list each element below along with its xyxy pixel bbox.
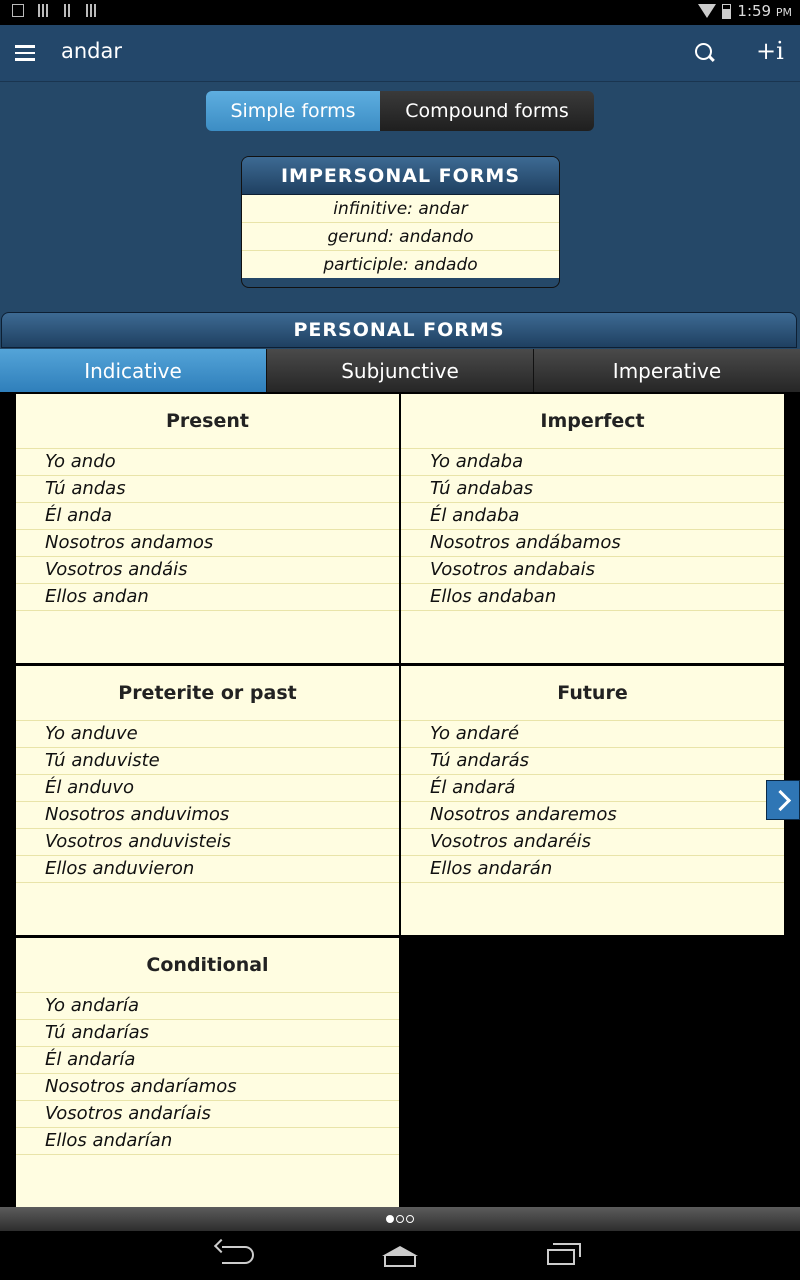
gerund-row: gerund: andando [242,223,559,251]
conjugation-row: Él andaría [16,1047,399,1074]
mood-tabs [0,349,800,392]
conjugation-row: Vosotros andabais [401,557,784,584]
conjugation-row: Nosotros anduvimos [16,802,399,829]
conjugation-row: Yo andaba [401,449,784,476]
barcode-notification-icon-2 [86,4,98,17]
image-notification-icon [12,4,24,17]
simple-forms-button[interactable]: Simple forms [206,91,380,131]
tense-title: Present [16,394,399,449]
conjugation-row: Vosotros andáis [16,557,399,584]
tense-card-present [16,394,399,663]
conjugation-row: Nosotros andaremos [401,802,784,829]
forms-toggle [206,91,594,131]
chevron-right-icon [769,789,790,810]
conjugation-row: Ellos andarían [16,1128,399,1155]
search-icon[interactable] [695,43,712,60]
clock: 1:59 PM [737,2,792,20]
next-page-button[interactable] [766,780,800,820]
page-indicator [0,1207,800,1231]
conjugation-row: Tú andabas [401,476,784,503]
page-dot-3[interactable] [406,1215,414,1223]
impersonal-forms-title: IMPERSONAL FORMS [242,157,559,195]
conjugation-row: Ellos andan [16,584,399,611]
tense-title: Conditional [16,938,399,993]
conjugation-row: Él anda [16,503,399,530]
tense-card-preterite [16,666,399,935]
battery-icon [722,4,731,19]
tense-title: Future [401,666,784,721]
menu-icon[interactable] [15,45,35,61]
conjugation-row: Tú andarás [401,748,784,775]
back-icon[interactable] [222,1246,254,1264]
conjugation-row: Él andaba [401,503,784,530]
tab-imperative[interactable]: Imperative [534,349,800,392]
home-icon[interactable] [382,1246,418,1266]
conjugation-row: Él anduvo [16,775,399,802]
system-nav-bar [0,1232,800,1280]
conjugation-row: Tú andas [16,476,399,503]
participle-row: participle: andado [242,251,559,278]
conjugation-row: Tú anduviste [16,748,399,775]
conjugation-row: Ellos andaban [401,584,784,611]
impersonal-forms-box [241,156,560,288]
status-bar [0,0,800,25]
conjugation-row: Yo ando [16,449,399,476]
conjugation-row: Vosotros andaríais [16,1101,399,1128]
conjugation-row: Nosotros andaríamos [16,1074,399,1101]
main-content [0,82,800,392]
tab-subjunctive[interactable]: Subjunctive [267,349,534,392]
conjugation-row: Él andará [401,775,784,802]
infinitive-row: infinitive: andar [242,195,559,223]
tense-card-imperfect [401,394,784,663]
tense-title: Preterite or past [16,666,399,721]
page-dot-1[interactable] [386,1215,394,1223]
conjugation-row: Ellos andarán [401,856,784,883]
conjugation-row: Vosotros andaréis [401,829,784,856]
add-info-icon[interactable]: +i [756,37,784,65]
conjugation-row: Ellos anduvieron [16,856,399,883]
personal-forms-title: PERSONAL FORMS [1,312,797,348]
compound-forms-button[interactable]: Compound forms [380,91,594,131]
page-dot-2[interactable] [396,1215,404,1223]
conjugation-row: Yo andaré [401,721,784,748]
conjugation-row: Yo andaría [16,993,399,1020]
conjugation-row: Nosotros andamos [16,530,399,557]
conjugation-row: Yo anduve [16,721,399,748]
notification-icons [12,4,98,17]
tense-card-conditional [16,938,399,1207]
tense-title: Imperfect [401,394,784,449]
conjugation-row: Nosotros andábamos [401,530,784,557]
conjugation-row: Tú andarías [16,1020,399,1047]
conjugation-row: Vosotros anduvisteis [16,829,399,856]
wifi-icon [698,4,716,18]
tab-indicative[interactable]: Indicative [0,349,267,392]
action-bar [0,25,800,82]
tense-card-future [401,666,784,935]
recent-apps-icon[interactable] [547,1249,575,1265]
verb-title: andar [61,39,123,63]
usb-notification-icon [64,4,72,17]
barcode-notification-icon [38,4,50,17]
